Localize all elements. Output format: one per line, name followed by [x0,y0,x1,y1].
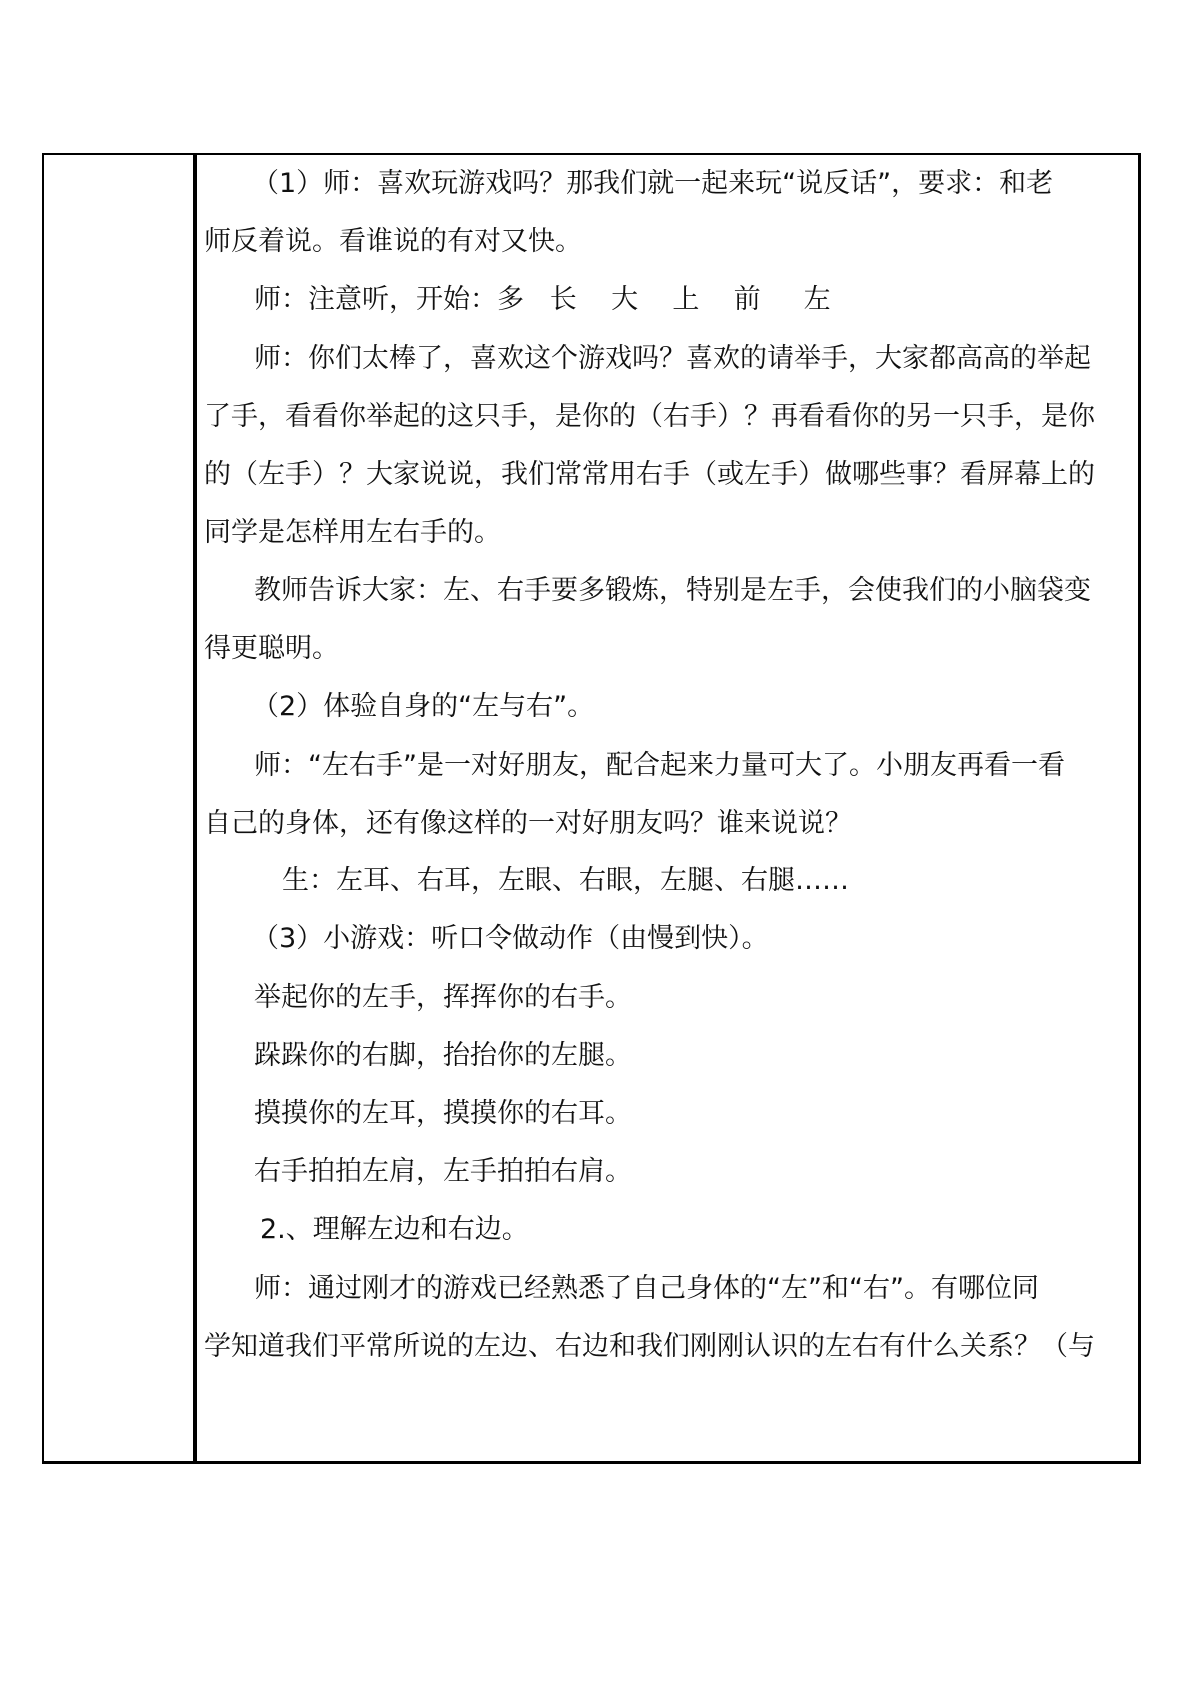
text-line: 右手拍拍左肩，左手拍拍右肩。 [254,1156,632,1187]
text-line: 跺跺你的右脚，抬抬你的左腿。 [254,1040,632,1071]
text-line: 师：你们太棒了，喜欢这个游戏吗？喜欢的请举手，大家都高高的举起 [254,343,1091,374]
text-line: （3）小游戏：听口令做动作（由慢到快）。 [252,923,769,954]
text-line: 的（左手）？大家说说，我们常常用右手（或左手）做哪些事？看屏幕上的 [204,459,1095,490]
column-divider [193,155,197,1461]
text-line: 教师告诉大家：左、右手要多锻炼，特别是左手，会使我们的小脑袋变 [254,575,1091,606]
left-column-cell [44,155,193,1461]
lesson-table [42,153,1141,1464]
text-line: 师：通过刚才的游戏已经熟悉了自己身体的“左”和“右”。有哪位同 [254,1273,1039,1304]
text-line: （2）体验自身的“左与右”。 [252,691,595,722]
text-line: 同学是怎样用左右手的。 [204,517,501,548]
text-line: 生：左耳、右耳，左眼、右眼，左腿、右腿…… [282,865,849,896]
text-line: 师：注意听，开始：多 长 大 上 前 左 [254,284,831,315]
text-line: 了手，看看你举起的这只手，是你的（右手）？再看看你的另一只手，是你 [204,401,1095,432]
text-line: 摸摸你的左耳，摸摸你的右耳。 [254,1098,632,1129]
text-line: 师：“左右手”是一对好朋友，配合起来力量可大了。小朋友再看一看 [254,750,1065,781]
text-line: 举起你的左手，挥挥你的右手。 [254,982,632,1013]
text-line: 2.、理解左边和右边。 [260,1214,529,1245]
text-line: 得更聪明。 [204,633,339,664]
text-line: 师反着说。看谁说的有对又快。 [204,226,582,257]
text-line: （1）师：喜欢玩游戏吗？那我们就一起来玩“说反话”，要求：和老 [252,168,1054,199]
text-line: 自己的身体，还有像这样的一对好朋友吗？谁来说说？ [204,808,852,839]
text-line: 学知道我们平常所说的左边、右边和我们刚刚认识的左右有什么关系？（与 [204,1331,1095,1362]
